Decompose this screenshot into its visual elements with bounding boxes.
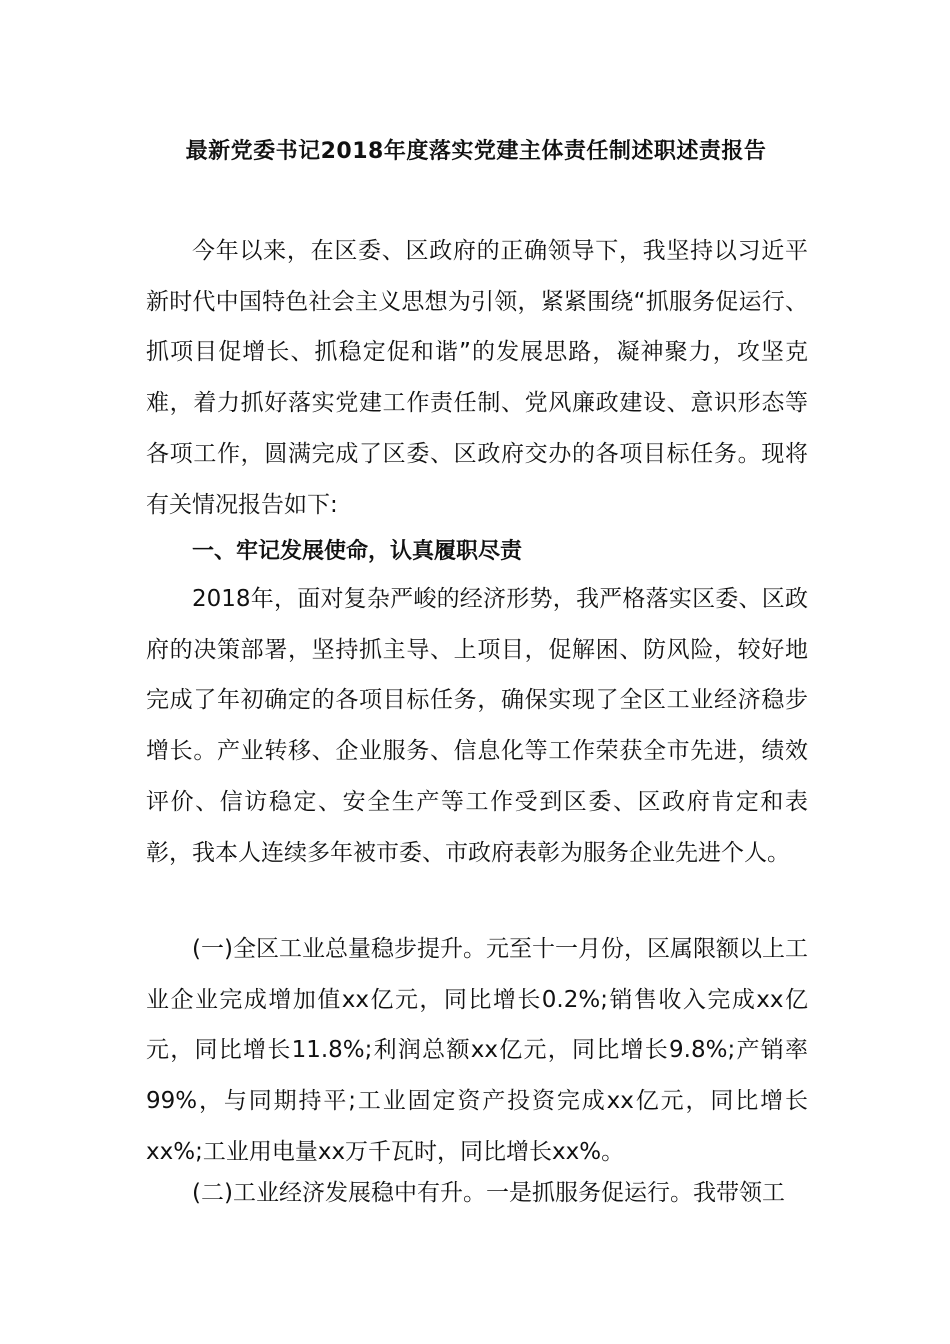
document-title: 最新党委书记2018年度落实党建主体责任制述职述责报告 [185, 139, 767, 164]
section-heading: 一、牢记发展使命，认真履职尽责 [192, 539, 523, 564]
section-paragraph-1: 2018年，面对复杂严峻的经济形势，我严格落实区委、区政府的决策部署，坚持抓主导、上项目，促解困、防风险，较好地完成了年初确定的各项目标任务，确保实现了全区工业经济稳步增长。产业转移、企业服务、信息化等工作荣获全市先进，绩效评价、信访稳定、安全生产等工作受到区委、区政府肯定和表彰，我本人连续多年被市委、市政府表彰为服务企业先进个人。 [146, 586, 808, 866]
section-paragraph-3: (二)工业经济发展稳中有升。一是抓服务促运行。我带领工 [192, 1180, 785, 1206]
intro-paragraph: 今年以来，在区委、区政府的正确领导下，我坚持以习近平新时代中国特色社会主义思想为引领，紧紧围绕“抓服务促运行、抓项目促增长、抓稳定促和谐”的发展思路，凝神聚力，攻坚克难，着力抓好落实党建工作责任制、党风廉政建设、意识形态等各项工作，圆满完成了区委、区政府交办的各项目标任务。现将有关情况报告如下: [146, 238, 808, 518]
section-paragraph-2: (一)全区工业总量稳步提升。元至十一月份，区属限额以上工业企业完成增加值xx亿元，同比增长0.2%;销售收入完成xx亿元，同比增长11.8%;利润总额xx亿元，同比增长9.8%;产销率99%，与同期持平;工业固定资产投资完成xx亿元，同比增长xx%;工业用电量xx万千瓦时，同比增长xx%。 [146, 936, 808, 1165]
